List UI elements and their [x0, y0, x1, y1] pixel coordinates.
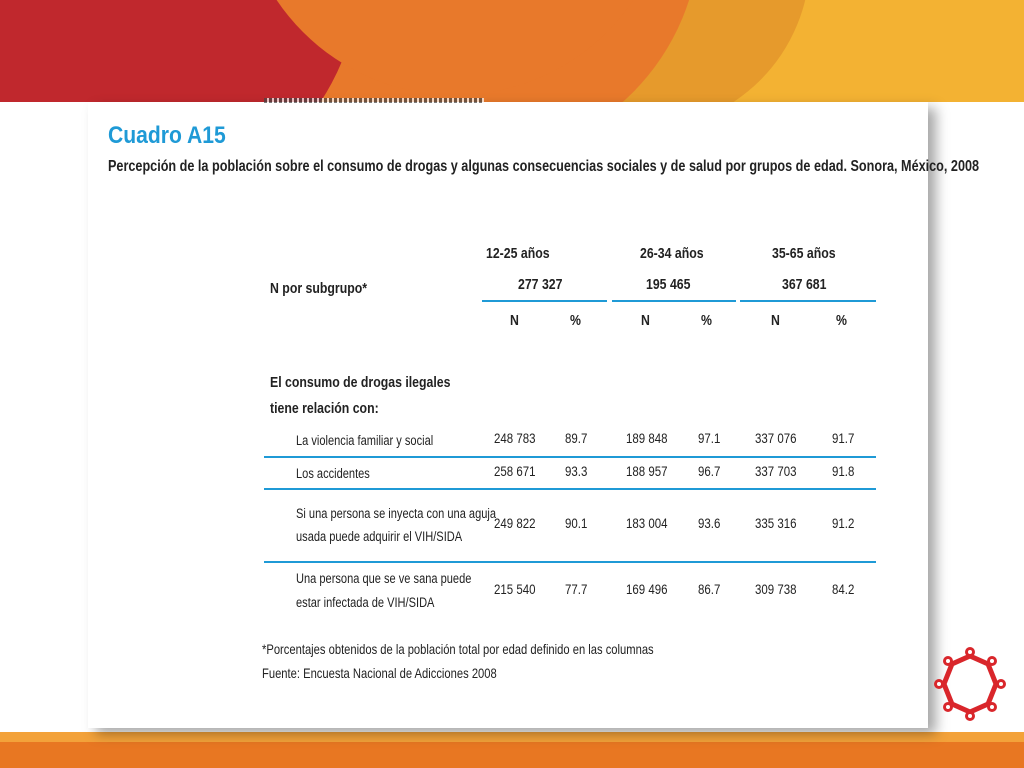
cell-value: 91.8: [832, 463, 855, 479]
header-banner: [0, 0, 1024, 102]
cell-value: 335 316: [755, 515, 797, 531]
group-2-rule: [612, 300, 736, 302]
document-title: Cuadro A15: [108, 122, 226, 149]
cell-value: 169 496: [626, 581, 668, 597]
row-label: Si una persona se inyecta con una aguja: [296, 506, 497, 521]
row-label-line2: usada puede adquirir el VIH/SIDA: [296, 529, 463, 544]
cell-value: 89.7: [565, 430, 588, 446]
cell-value: 337 076: [755, 430, 797, 446]
cell-value: 97.1: [698, 430, 721, 446]
row-label: Una persona que se ve sana puede: [296, 571, 472, 586]
cell-value: 337 703: [755, 463, 797, 479]
row-divider: [264, 488, 876, 490]
cell-value: 183 004: [626, 515, 668, 531]
row-label-line2: estar infectada de VIH/SIDA: [296, 595, 435, 610]
cell-value: 84.2: [832, 581, 855, 597]
group-1-rule: [482, 300, 607, 302]
section-heading-line2: tiene relación con:: [270, 400, 379, 417]
col-n-3: N: [771, 312, 780, 329]
cell-value: 249 822: [494, 515, 536, 531]
ring-of-dots-logo-icon: [930, 644, 1010, 724]
cell-value: 188 957: [626, 463, 668, 479]
group-1-age: 12-25 años: [486, 245, 550, 262]
group-3-rule: [740, 300, 876, 302]
col-n-1: N: [510, 312, 519, 329]
cell-value: 248 783: [494, 430, 536, 446]
cell-value: 86.7: [698, 581, 721, 597]
cell-value: 77.7: [565, 581, 588, 597]
group-3-n: 367 681: [782, 276, 827, 293]
cell-value: 189 848: [626, 430, 668, 446]
table-footnote: *Porcentajes obtenidos de la población total por edad definido en las columnas: [262, 641, 654, 657]
col-pct-3: %: [836, 312, 847, 329]
document-panel: [88, 102, 980, 728]
cell-value: 96.7: [698, 463, 721, 479]
footer-bar: [0, 732, 1024, 768]
group-1-n: 277 327: [518, 276, 563, 293]
row-label: La violencia familiar y social: [296, 433, 434, 448]
cell-value: 90.1: [565, 515, 588, 531]
section-heading-line1: El consumo de drogas ilegales: [270, 374, 451, 391]
col-pct-2: %: [701, 312, 712, 329]
group-2-age: 26-34 años: [640, 245, 704, 262]
table-source: Fuente: Encuesta Nacional de Adicciones 2008: [262, 665, 497, 681]
col-pct-1: %: [570, 312, 581, 329]
cell-value: 93.6: [698, 515, 721, 531]
row-divider: [264, 456, 876, 458]
row-divider: [264, 561, 876, 563]
group-2-n: 195 465: [646, 276, 691, 293]
cell-value: 93.3: [565, 463, 588, 479]
document-subtitle: Percepción de la población sobre el consumo de drogas y algunas consecuencias sociales y de salud por grupos de edad. Sonora, México, 2008: [108, 158, 980, 175]
cell-value: 309 738: [755, 581, 797, 597]
data-table: [88, 102, 980, 728]
cell-value: 258 671: [494, 463, 536, 479]
cell-value: 215 540: [494, 581, 536, 597]
subgroup-label: N por subgrupo*: [270, 280, 368, 297]
cell-value: 91.2: [832, 515, 855, 531]
col-n-2: N: [641, 312, 650, 329]
cell-value: 91.7: [832, 430, 855, 446]
row-label: Los accidentes: [296, 466, 370, 481]
group-3-age: 35-65 años: [772, 245, 836, 262]
